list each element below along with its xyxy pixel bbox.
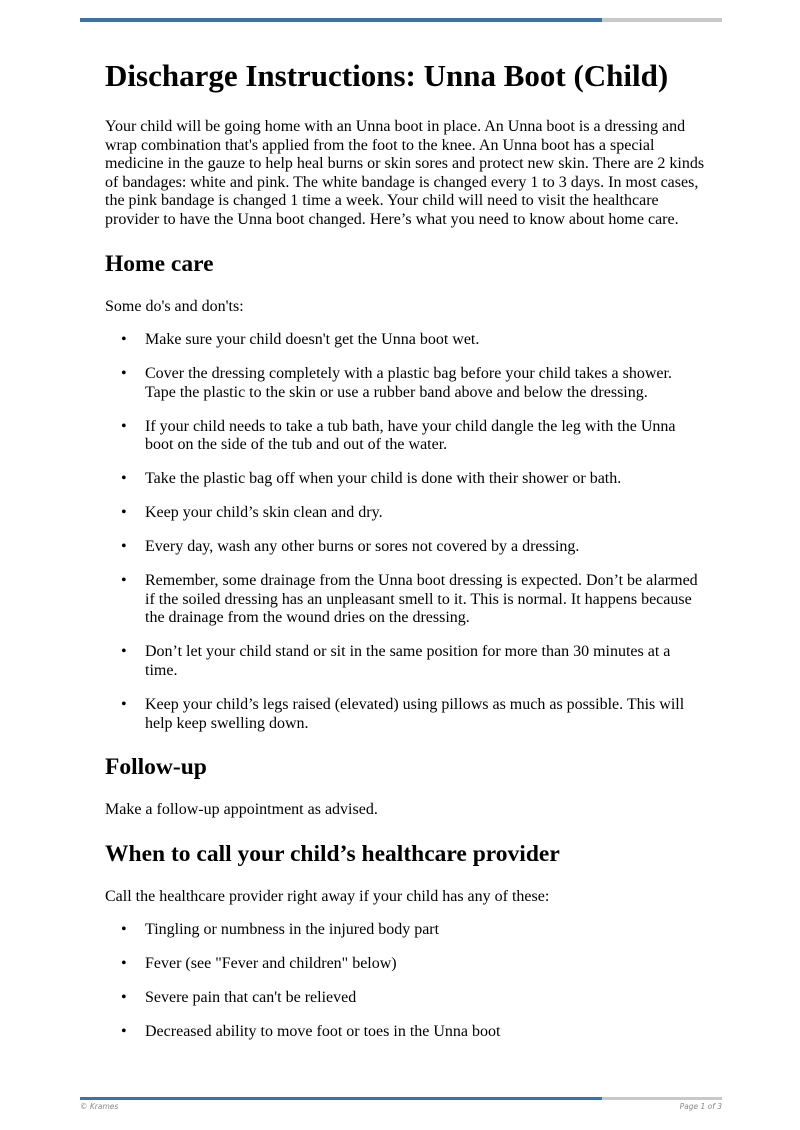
when-to-call-lead: Call the healthcare provider right away if your child has any of these: — [105, 887, 550, 905]
follow-up-heading: Follow-up — [105, 754, 207, 781]
header-rule — [80, 18, 722, 22]
when-to-call-heading: When to call your child’s healthcare provider — [105, 840, 560, 867]
list-item: • Tingling or numbness in the injured body part — [145, 921, 705, 940]
list-item: • Don’t let your child stand or sit in the same position for more than 30 minutes at a time. — [145, 643, 705, 680]
list-item: • Severe pain that can't be relieved — [145, 989, 705, 1008]
footer-copyright: © Krames — [80, 1102, 119, 1111]
footer-rule — [80, 1097, 722, 1100]
list-item: • Take the plastic bag off when your child is done with their shower or bath. — [145, 470, 705, 489]
list-item: • Make sure your child doesn't get the Unna boot wet. — [145, 331, 705, 350]
home-care-list — [105, 331, 705, 733]
follow-up-text: Make a follow-up appointment as advised. — [105, 801, 378, 819]
list-item: • Remember, some drainage from the Unna boot dressing is expected. Don’t be alarmed if the soiled dressing has an unpleasant smell to it. This is normal. It happens because the drainage from the wound dries on the dressing. — [145, 572, 705, 628]
list-item: • Keep your child’s skin clean and dry. — [145, 504, 705, 523]
home-care-heading: Home care — [105, 250, 214, 277]
list-item: • Cover the dressing completely with a plastic bag before your child takes a shower. Tape the plastic to the skin or use a rubber band above and below the dressing. — [145, 365, 705, 402]
list-item: • Fever (see "Fever and children" below) — [145, 955, 705, 974]
document-body — [105, 58, 705, 1057]
list-item: • If your child needs to take a tub bath, have your child dangle the leg with the Unna boot on the side of the tub and out of the water. — [145, 418, 705, 455]
when-to-call-list — [105, 921, 705, 1042]
home-care-lead: Some do's and don'ts: — [105, 297, 244, 315]
list-item: • Decreased ability to move foot or toes in the Unna boot — [145, 1023, 705, 1042]
page-title: Discharge Instructions: Unna Boot (Child) — [105, 58, 669, 93]
list-item: • Keep your child’s legs raised (elevated) using pillows as much as possible. This will help keep swelling down. — [145, 696, 705, 733]
intro-paragraph: Your child will be going home with an Unna boot in place. An Unna boot is a dressing and wrap combination that's applied from the foot to the knee. An Unna boot has a special medicine in the gauze to help heal burns or skin sores and protect new skin. There are 2 kinds of bandages: white and pink. The white bandage is changed every 1 to 3 days. In most cases, the pink bandage is changed 1 time a week. Your child will need to visit the healthcare provider to have the Unna boot changed. Here’s what you need to know about home care. — [105, 118, 705, 228]
footer-page-number: Page 1 of 3 — [679, 1102, 722, 1111]
list-item: • Every day, wash any other burns or sores not covered by a dressing. — [145, 538, 705, 557]
